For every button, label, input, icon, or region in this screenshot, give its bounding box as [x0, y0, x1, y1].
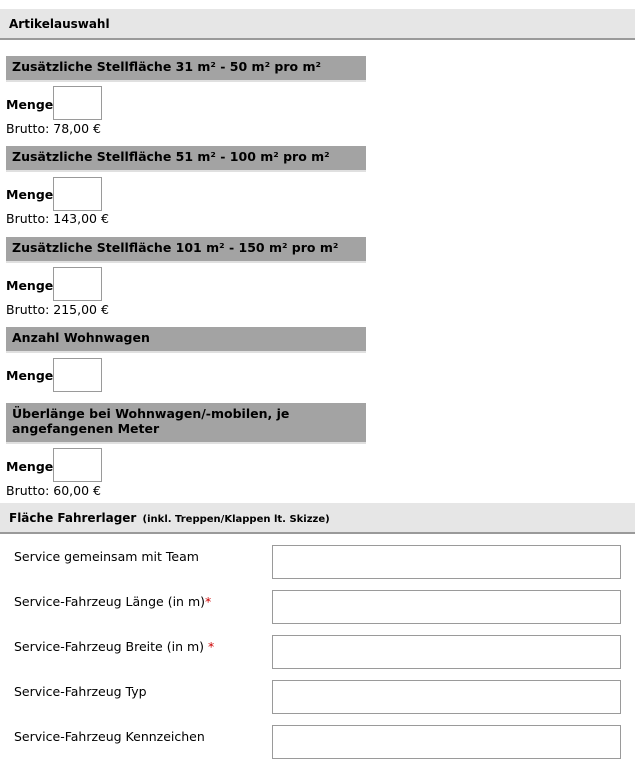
item-price: Brutto: 143,00 €	[6, 211, 109, 226]
article-section-header	[0, 9, 635, 40]
item-header-anzahl-wohnwagen: Anzahl Wohnwagen	[6, 327, 366, 353]
field-label-text: Service-Fahrzeug Länge (in m)	[14, 594, 205, 609]
item-header-stellflaeche-101-150: Zusätzliche Stellfläche 101 m² - 150 m² pro m²	[6, 237, 366, 263]
field-label-vehicle-width	[14, 639, 214, 654]
field-label-license-plate	[14, 729, 205, 744]
quantity-input-stellflaeche-31-50[interactable]	[53, 86, 102, 120]
vehicle-type-input[interactable]	[272, 680, 621, 714]
required-mark: *	[205, 594, 212, 609]
vehicle-width-input[interactable]	[272, 635, 621, 669]
quantity-input-ueberlaenge[interactable]	[53, 448, 102, 482]
item-header-stellflaeche-51-100: Zusätzliche Stellfläche 51 m² - 100 m² pro m²	[6, 146, 366, 172]
field-label-vehicle-type	[14, 684, 147, 699]
item-price: Brutto: 60,00 €	[6, 483, 101, 498]
item-qty-label: Menge	[6, 459, 54, 474]
quantity-input-anzahl-wohnwagen[interactable]	[53, 358, 102, 392]
paddock-section-header	[0, 503, 635, 534]
item-price: Brutto: 78,00 €	[6, 121, 101, 136]
quantity-input-stellflaeche-101-150[interactable]	[53, 267, 102, 301]
field-label-service-team	[14, 549, 199, 564]
license-plate-input[interactable]	[272, 725, 621, 759]
item-qty-label: Menge	[6, 97, 54, 112]
article-section-title: Artikelauswahl	[9, 17, 110, 31]
field-label-text: Service gemeinsam mit Team	[14, 549, 199, 564]
paddock-section-heading	[9, 511, 330, 525]
item-qty-label: Menge	[6, 368, 54, 383]
item-qty-label: Menge	[6, 187, 54, 202]
service-team-input[interactable]	[272, 545, 621, 579]
field-label-text: Service-Fahrzeug Breite (in m)	[14, 639, 208, 654]
field-label-text: Service-Fahrzeug Kennzeichen	[14, 729, 205, 744]
field-label-vehicle-length	[14, 594, 211, 609]
item-qty-label: Menge	[6, 278, 54, 293]
paddock-section-title: Fläche Fahrerlager	[9, 511, 137, 525]
vehicle-length-input[interactable]	[272, 590, 621, 624]
item-price: Brutto: 215,00 €	[6, 302, 109, 317]
paddock-section-subtitle: (inkl. Treppen/Klappen lt. Skizze)	[142, 514, 330, 525]
item-header-ueberlaenge: Überlänge bei Wohnwagen/-mobilen, je angefangenen Meter	[6, 403, 366, 444]
required-mark: *	[208, 639, 215, 654]
quantity-input-stellflaeche-51-100[interactable]	[53, 177, 102, 211]
field-label-text: Service-Fahrzeug Typ	[14, 684, 147, 699]
item-header-stellflaeche-31-50: Zusätzliche Stellfläche 31 m² - 50 m² pro m²	[6, 56, 366, 82]
